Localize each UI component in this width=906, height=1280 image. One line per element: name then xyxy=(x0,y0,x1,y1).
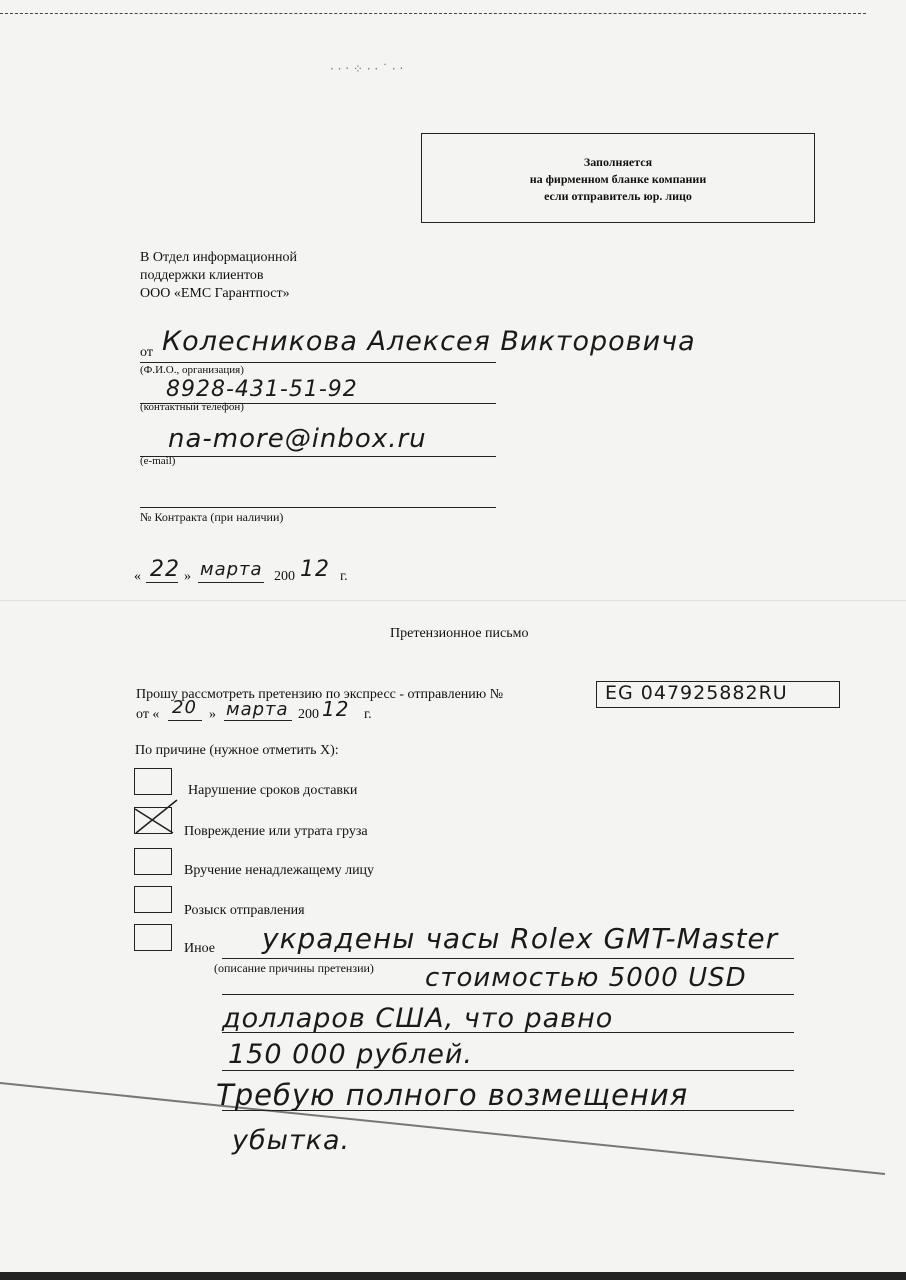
date-month-field[interactable]: марта xyxy=(200,559,263,580)
date-close-quote: » xyxy=(184,569,191,584)
claim-month-field[interactable]: марта xyxy=(226,699,289,720)
email-caption: (e-mail) xyxy=(140,455,176,467)
phone-caption: (контактный телефон) xyxy=(140,401,244,413)
date-month-underline xyxy=(198,582,264,583)
reason-label-delay: Нарушение сроков доставки xyxy=(188,783,358,798)
fold-line xyxy=(0,600,906,601)
reason-label-damage: Повреждение или утрата груза xyxy=(184,824,368,839)
addressee-line-2: поддержки клиентов xyxy=(140,268,264,283)
phone-field[interactable]: 8928-431-51-92 xyxy=(166,377,358,402)
email-field[interactable]: na-more@inbox.ru xyxy=(168,424,427,454)
claim-day-underline xyxy=(168,720,202,721)
email-underline xyxy=(140,456,496,457)
checkbox-delivery-delay[interactable] xyxy=(134,768,172,795)
name-caption: (Ф.И.О., организация) xyxy=(140,364,244,376)
description-line-4[interactable]: 150 000 рублей. xyxy=(228,1039,474,1070)
date-year-unit: г. xyxy=(340,569,348,584)
claim-text: Прошу рассмотреть претензию по экспресс - отправлению № xyxy=(136,687,504,702)
notice-line-3: если отправитель юр. лицо xyxy=(544,189,692,203)
checkbox-wrong-recipient[interactable] xyxy=(134,848,172,875)
page-title: Претензионное письмо xyxy=(390,626,529,641)
date-open-quote: « xyxy=(134,569,141,584)
sender-name-field[interactable]: Колесникова Алексея Викторовича xyxy=(162,326,696,357)
tracking-number-box[interactable] xyxy=(596,681,840,708)
reason-label-other: Иное xyxy=(184,941,215,956)
date-year-prefix: 200 xyxy=(274,569,295,584)
description-underline-1 xyxy=(222,958,794,959)
description-underline-4 xyxy=(222,1070,794,1071)
reason-label-search: Розыск отправления xyxy=(184,903,305,918)
description-line-1[interactable]: украдены часы Rolex GMT-Master xyxy=(262,922,779,955)
from-label: от xyxy=(140,345,153,360)
description-line-6[interactable]: убытка. xyxy=(232,1125,351,1156)
tracking-number: EG 047925882RU xyxy=(605,682,788,704)
description-underline-2 xyxy=(222,994,794,995)
claim-day-field[interactable]: 20 xyxy=(172,697,197,718)
claim-close-quote: » xyxy=(209,707,216,722)
claim-year-prefix: 200 xyxy=(298,707,319,722)
other-caption: (описание причины претензии) xyxy=(214,961,374,975)
reasons-intro: По причине (нужное отметить Х): xyxy=(135,743,339,758)
description-line-3[interactable]: долларов США, что равно xyxy=(222,1003,614,1034)
contract-underline xyxy=(140,507,496,508)
notice-line-1: Заполняется xyxy=(583,155,653,169)
x-mark-icon xyxy=(133,806,171,833)
claim-from-label: от « xyxy=(136,707,160,722)
letterhead-notice-box xyxy=(421,133,815,223)
scan-smudge: · · ‧ ⁘ · · ˙ · ‧ xyxy=(330,62,404,76)
claim-year-field[interactable]: 12 xyxy=(322,697,350,721)
checkbox-other[interactable] xyxy=(134,924,172,951)
date-day-underline xyxy=(146,582,178,583)
claim-month-underline xyxy=(224,720,292,721)
reason-label-wrong-recipient: Вручение ненадлежащему лицу xyxy=(184,863,375,878)
description-line-5[interactable]: Требую полного возмещения xyxy=(216,1078,689,1112)
checkbox-search[interactable] xyxy=(134,886,172,913)
contract-caption: № Контракта (при наличии) xyxy=(140,510,284,524)
name-underline xyxy=(140,362,496,363)
claim-year-unit: г. xyxy=(364,707,372,722)
addressee-line-1: В Отдел информационной xyxy=(140,250,297,265)
date-year-field[interactable]: 12 xyxy=(300,557,330,582)
addressee-line-3: ООО «ЕМС Гарантпост» xyxy=(140,286,290,301)
checkbox-damage-loss[interactable] xyxy=(134,807,172,834)
tear-line xyxy=(0,13,866,14)
date-day-field[interactable]: 22 xyxy=(150,557,180,582)
description-line-2[interactable]: стоимостью 5000 USD xyxy=(425,963,747,993)
notice-line-2: на фирменном бланке компании xyxy=(529,172,707,186)
scan-bottom-edge xyxy=(0,1272,906,1280)
